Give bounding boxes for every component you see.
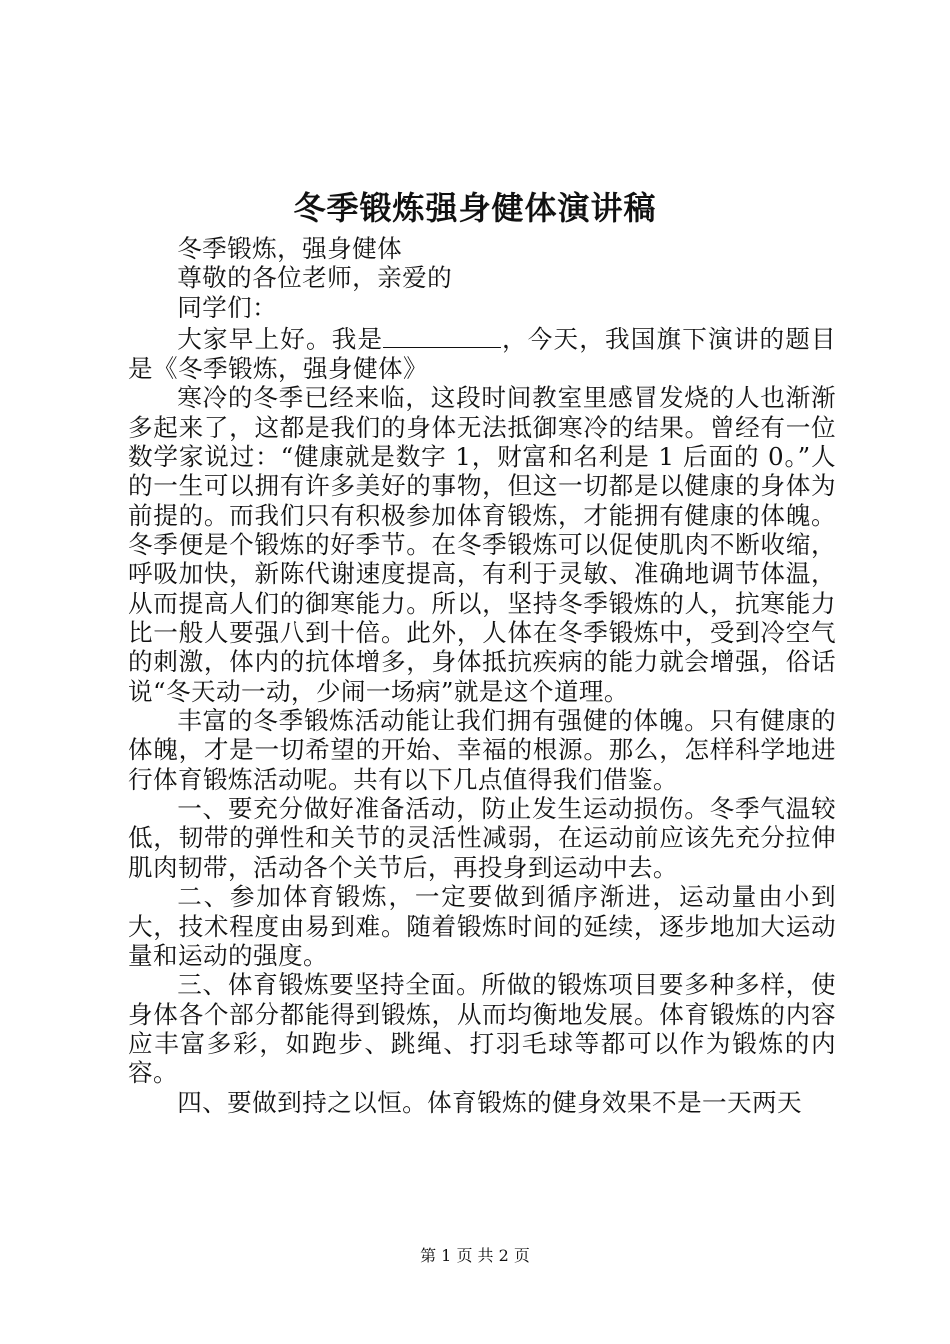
page-footer: 第 1 页 共 2 页 <box>420 1246 530 1265</box>
paragraph-body: 寒冷的冬季已经来临，这段时间教室里感冒发烧的人也渐渐多起来了，这都是我们的身体无法抵御寒冷的结果。曾经有一位数学家说过：“健康就是数字 1，财富和名利是 1 后面的 0。”人的一生可以拥有许多美好的事物，但这一切都是以健康的身体为前提的。而我们只有积极参加体育锻炼，才能拥有健康的体魄。冬季便是个锻炼的好季节。在冬季锻炼可以促使肌肉不断收缩，呼吸加快，新陈代谢速度提高，有利于灵敏、准确地调节体温，从而提高人们的御寒能力。所以，坚持冬季锻炼的人，抗寒能力比一般人要强八到十倍。此外，人体在冬季锻炼中，受到冷空气的刺激，体内的抗体增多，身体抵抗疾病的能力就会增强，俗话说“冬天动一动，少闹一场病”就是这个道理。 <box>128 383 836 706</box>
paragraph-greeting <box>128 322 836 383</box>
document-body <box>128 234 836 1117</box>
paragraph-body: 丰富的冬季锻炼活动能让我们拥有强健的体魄。只有健康的体魄，才是一切希望的开始、幸福的根源。那么，怎样科学地进行体育锻炼活动呢。共有以下几点值得我们借鉴。 <box>128 706 836 794</box>
paragraph-point-1: 一、要充分做好准备活动，防止发生运动损伤。冬季气温较低，韧带的弹性和关节的灵活性减弱，在运动前应该先充分拉伸肌肉韧带，活动各个关节后，再投身到运动中去。 <box>128 794 836 882</box>
greeting-start: 大家早上好。我是 <box>177 324 384 354</box>
paragraph-point-2: 二、参加体育锻炼，一定要做到循序渐进，运动量由小到大，技术程度由易到难。随着锻炼时间的延续，逐步地加大运动量和运动的强度。 <box>128 882 836 970</box>
greeting-end: ，今天，我国旗下演讲的题目是《冬季锻炼，强身健体》 <box>128 324 837 383</box>
document-title: 冬季锻炼强身健体演讲稿 <box>293 189 657 227</box>
paragraph-subtitle: 冬季锻炼，强身健体 <box>177 234 403 263</box>
paragraph-point-4: 四、要做到持之以恒。体育锻炼的健身效果不是一天两天 <box>177 1087 803 1117</box>
paragraph-point-3: 三、体育锻炼要坚持全面。所做的锻炼项目要多种多样，使身体各个部分都能得到锻炼，从而均衡地发展。体育锻炼的内容应丰富多彩，如跑步、跳绳、打羽毛球等都可以作为锻炼的内容。 <box>128 970 836 1088</box>
name-blank <box>383 322 501 348</box>
paragraph-salutation-cont: 同学们： <box>177 292 278 322</box>
paragraph-salutation: 尊敬的各位老师，亲爱的 <box>177 263 453 293</box>
